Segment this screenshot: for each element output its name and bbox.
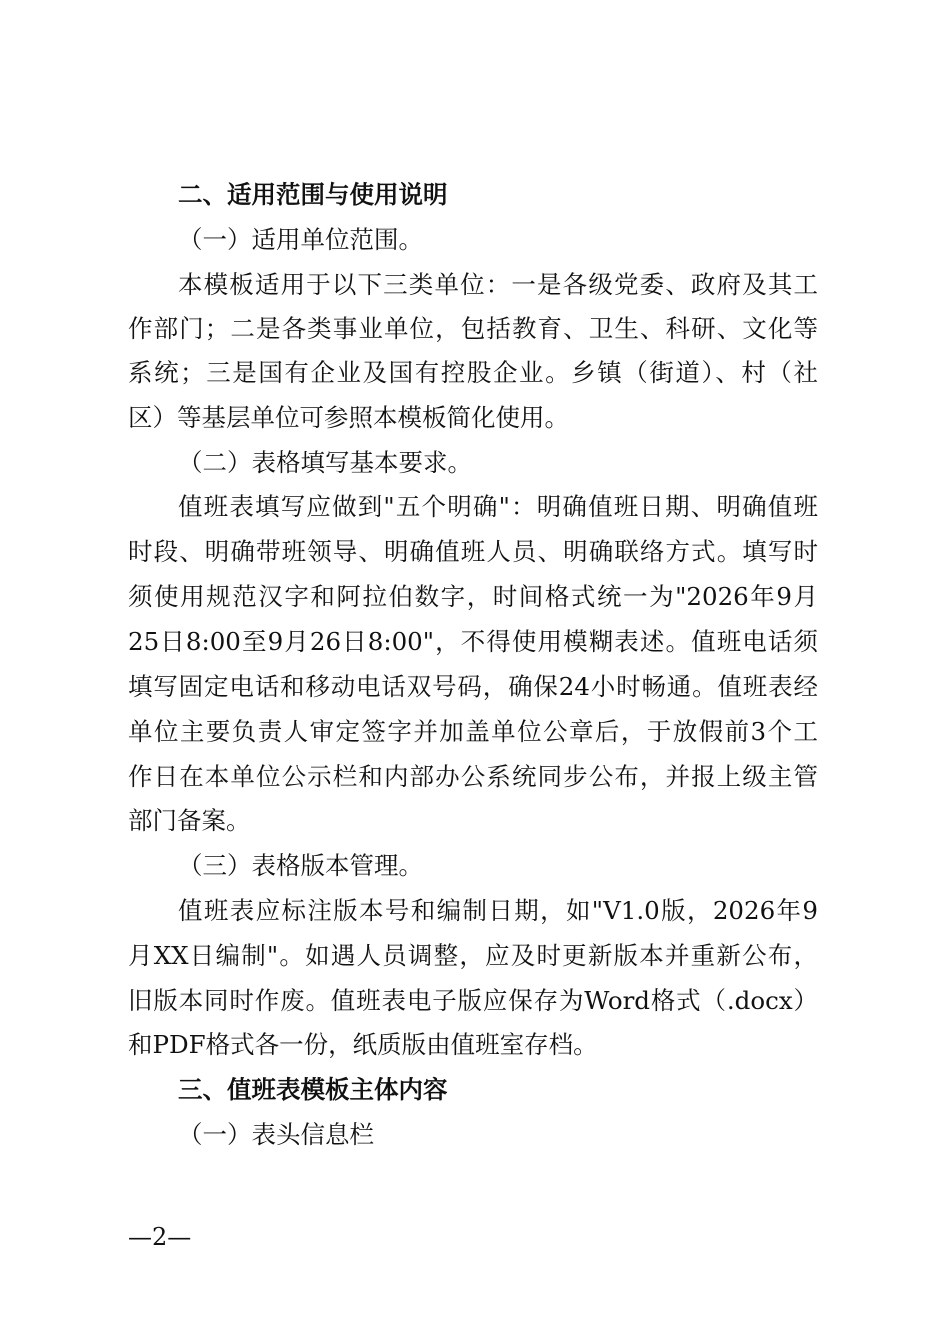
paragraph-line: 25日8:00至9月26日8:00"，不得使用模糊表述。值班电话须 [128, 627, 818, 656]
subsection-title: （一）适用单位范围。 [178, 225, 423, 254]
paragraph-line: 作日在本单位公示栏和内部办公系统同步公布，并报上级主管 [128, 762, 818, 791]
paragraph-line: 值班表应标注版本号和编制日期，如"V1.0版，2026年9 [178, 896, 818, 925]
subsection-title: （一）表头信息栏 [178, 1120, 374, 1149]
paragraph-line: 单位主要负责人审定签字并加盖单位公章后，于放假前3个工 [128, 717, 818, 746]
paragraph-line: 旧版本同时作废。值班表电子版应保存为Word格式（.docx） [128, 986, 818, 1015]
subsection-title: （二）表格填写基本要求。 [178, 448, 472, 477]
paragraph-line: 部门备案。 [128, 806, 251, 835]
paragraph-line: 月XX日编制"。如遇人员调整，应及时更新版本并重新公布， [128, 941, 818, 970]
subsection-title: （三）表格版本管理。 [178, 851, 423, 880]
section-heading: 二、适用范围与使用说明 [178, 180, 448, 209]
paragraph-line: 值班表填写应做到"五个明确"：明确值班日期、明确值班 [178, 492, 818, 521]
page-number: —2— [128, 1223, 192, 1251]
section-heading: 三、值班表模板主体内容 [178, 1075, 448, 1104]
paragraph-line: 本模板适用于以下三类单位：一是各级党委、政府及其工 [178, 270, 818, 299]
paragraph-line: 区）等基层单位可参照本模板简化使用。 [128, 403, 569, 432]
paragraph-line: 系统；三是国有企业及国有控股企业。乡镇（街道）、村（社 [128, 358, 818, 387]
paragraph-line: 和PDF格式各一份，纸质版由值班室存档。 [128, 1030, 598, 1059]
paragraph-line: 须使用规范汉字和阿拉伯数字，时间格式统一为"2026年9月 [128, 582, 818, 611]
paragraph-line: 作部门；二是各类事业单位，包括教育、卫生、科研、文化等 [128, 314, 818, 343]
paragraph-line: 填写固定电话和移动电话双号码，确保24小时畅通。值班表经 [128, 672, 818, 701]
paragraph-line: 时段、明确带班领导、明确值班人员、明确联络方式。填写时 [128, 537, 818, 566]
